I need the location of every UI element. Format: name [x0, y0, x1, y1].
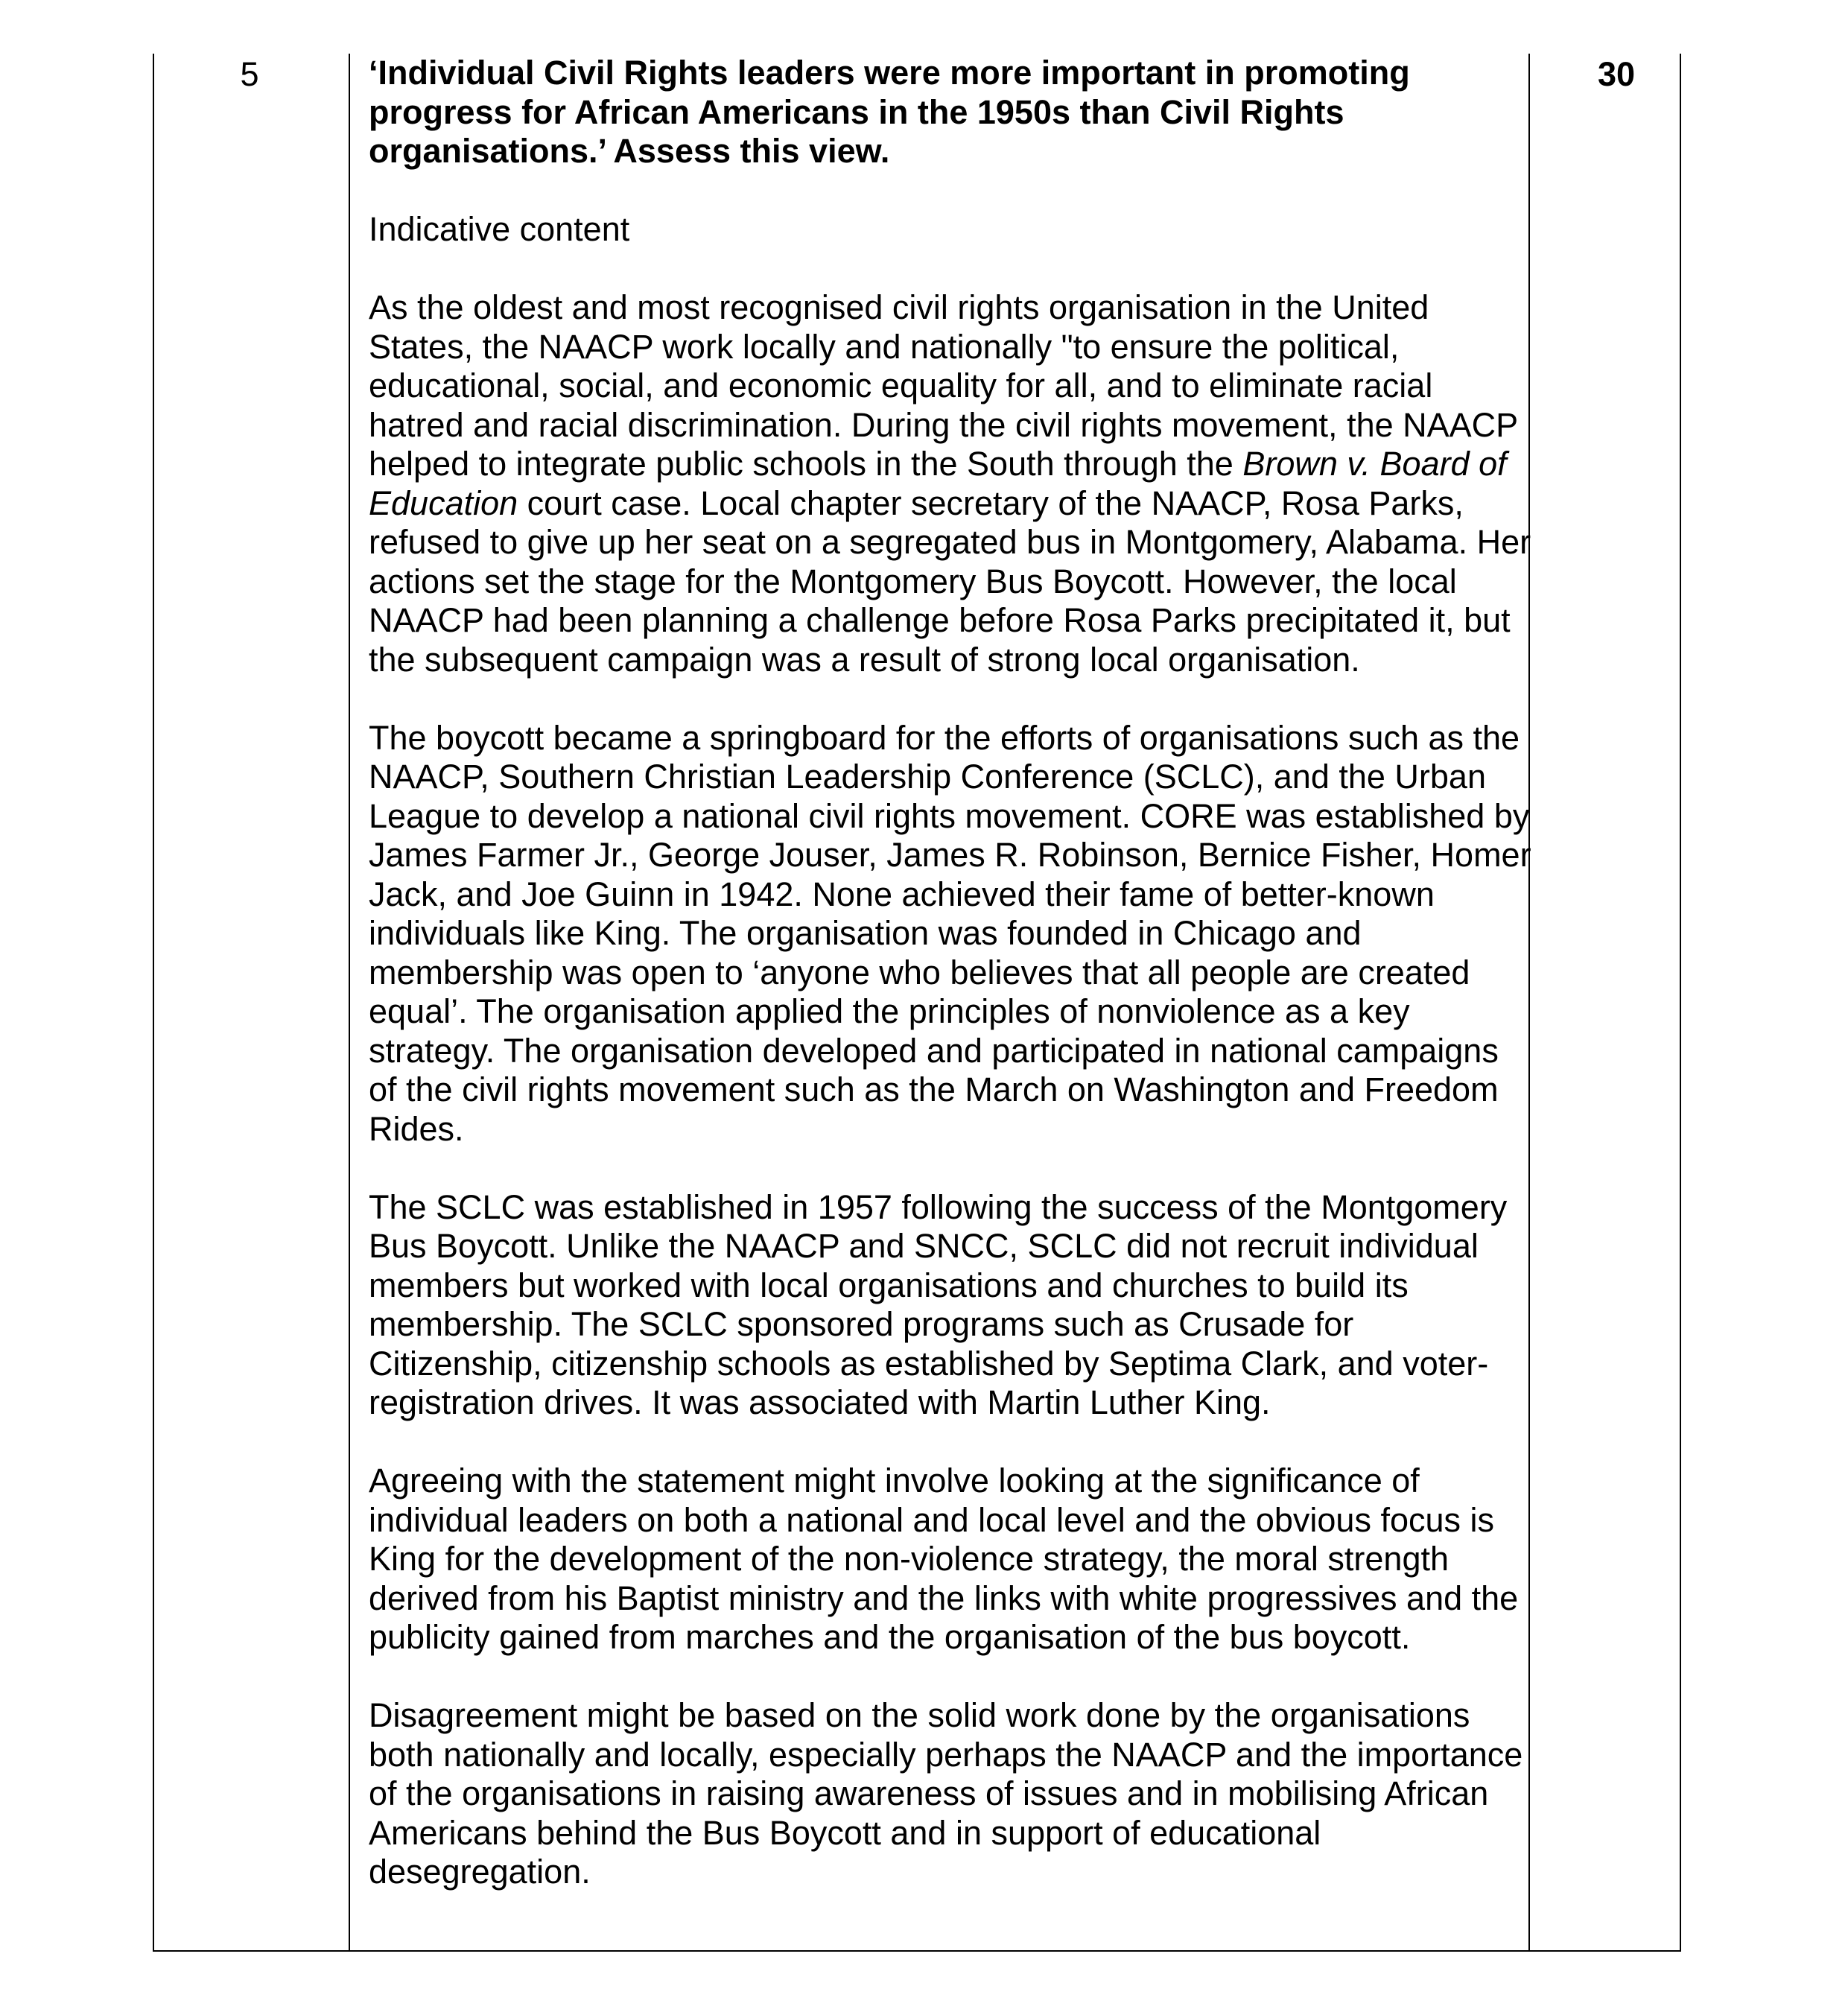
question-text: ‘Individual Civil Rights leaders were more important in promoting progress for African Americans in the 1950s than Civil Rights organisations.’ Assess this view.: [369, 54, 1410, 170]
table-border-right: [1680, 54, 1681, 1952]
paragraph-agreeing: Agreeing with the statement might involve looking at the significance of individual leaders on both a national and local level and the obvious focus is King for the development of the non-violence strategy, the moral strength derived from his Baptist ministry and the links with white progressives and the publicity gained from marches and the organisation of the bus boycott.: [369, 1462, 1519, 1656]
table-border-bottom: [153, 1950, 1681, 1952]
paragraph-naacp-text-1: As the oldest and most recognised civil rights organisation in the United States, the NAACP work locally and nationally "to ensure the political, educational, social, and economic equality for all, and to eliminate racial hatred and racial discrimination. During the civil rights movement, the NAACP helped to integrate public schools in the South through the: [369, 288, 1518, 483]
paragraph-disagreement: Disagreement might be based on the solid work done by the organisations both nationally and locally, especially perhaps the NAACP and the importance of the organisations in raising awareness of issues and in mobilising African Americans behind the Bus Boycott and in support of educational desegregation.: [369, 1696, 1523, 1891]
paragraph-naacp: [369, 288, 1534, 679]
paragraph-sclc: The SCLC was established in 1957 following the success of the Montgomery Bus Boycott. Unlike the NAACP and SNCC, SCLC did not recruit individual members but worked with local organisations and churches to build its membership. The SCLC sponsored programs such as Crusade for Citizenship, citizenship schools as established by Septima Clark, and voter-registration drives. It was associated with Martin Luther King.: [369, 1187, 1508, 1421]
case-name-italic: Brown v. Board of Education: [369, 445, 1507, 522]
paragraph-boycott-core: The boycott became a springboard for the efforts of organisations such as the NAACP, Southern Christian Leadership Conference (SCLC), and the Urban League to develop a national civil rights movement. CORE was established by James Farmer Jr., George Jouser, James R. Robinson, Bernice Fisher, Homer Jack, and Joe Guinn in 1942. None achieved their fame of better-known individuals like King. The organisation was founded in Chicago and membership was open to ‘anyone who believes that all people are created equal’. The organisation applied the principles of nonviolence as a key strategy. The organisation developed and participated in national campaigns of the civil rights movement such as the March on Washington and Freedom Rides.: [369, 718, 1531, 1148]
question-marks: 30: [1597, 55, 1636, 93]
indicative-content-heading: Indicative content: [369, 210, 630, 248]
question-number: 5: [240, 55, 259, 93]
table-divider-number-column: [349, 54, 350, 1952]
table-border-left: [153, 54, 154, 1952]
answer-cell: [369, 54, 1534, 1892]
paragraph-naacp-text-2: court case. Local chapter secretary of the NAACP, Rosa Parks, refused to give up her seat on a segregated bus in Montgomery, Alabama. Her actions set the stage for the Montgomery Bus Boycott. However, the local NAACP had been planning a challenge before Rosa Parks precipitated it, but the subsequent campaign was a result of strong local organisation.: [369, 483, 1531, 679]
